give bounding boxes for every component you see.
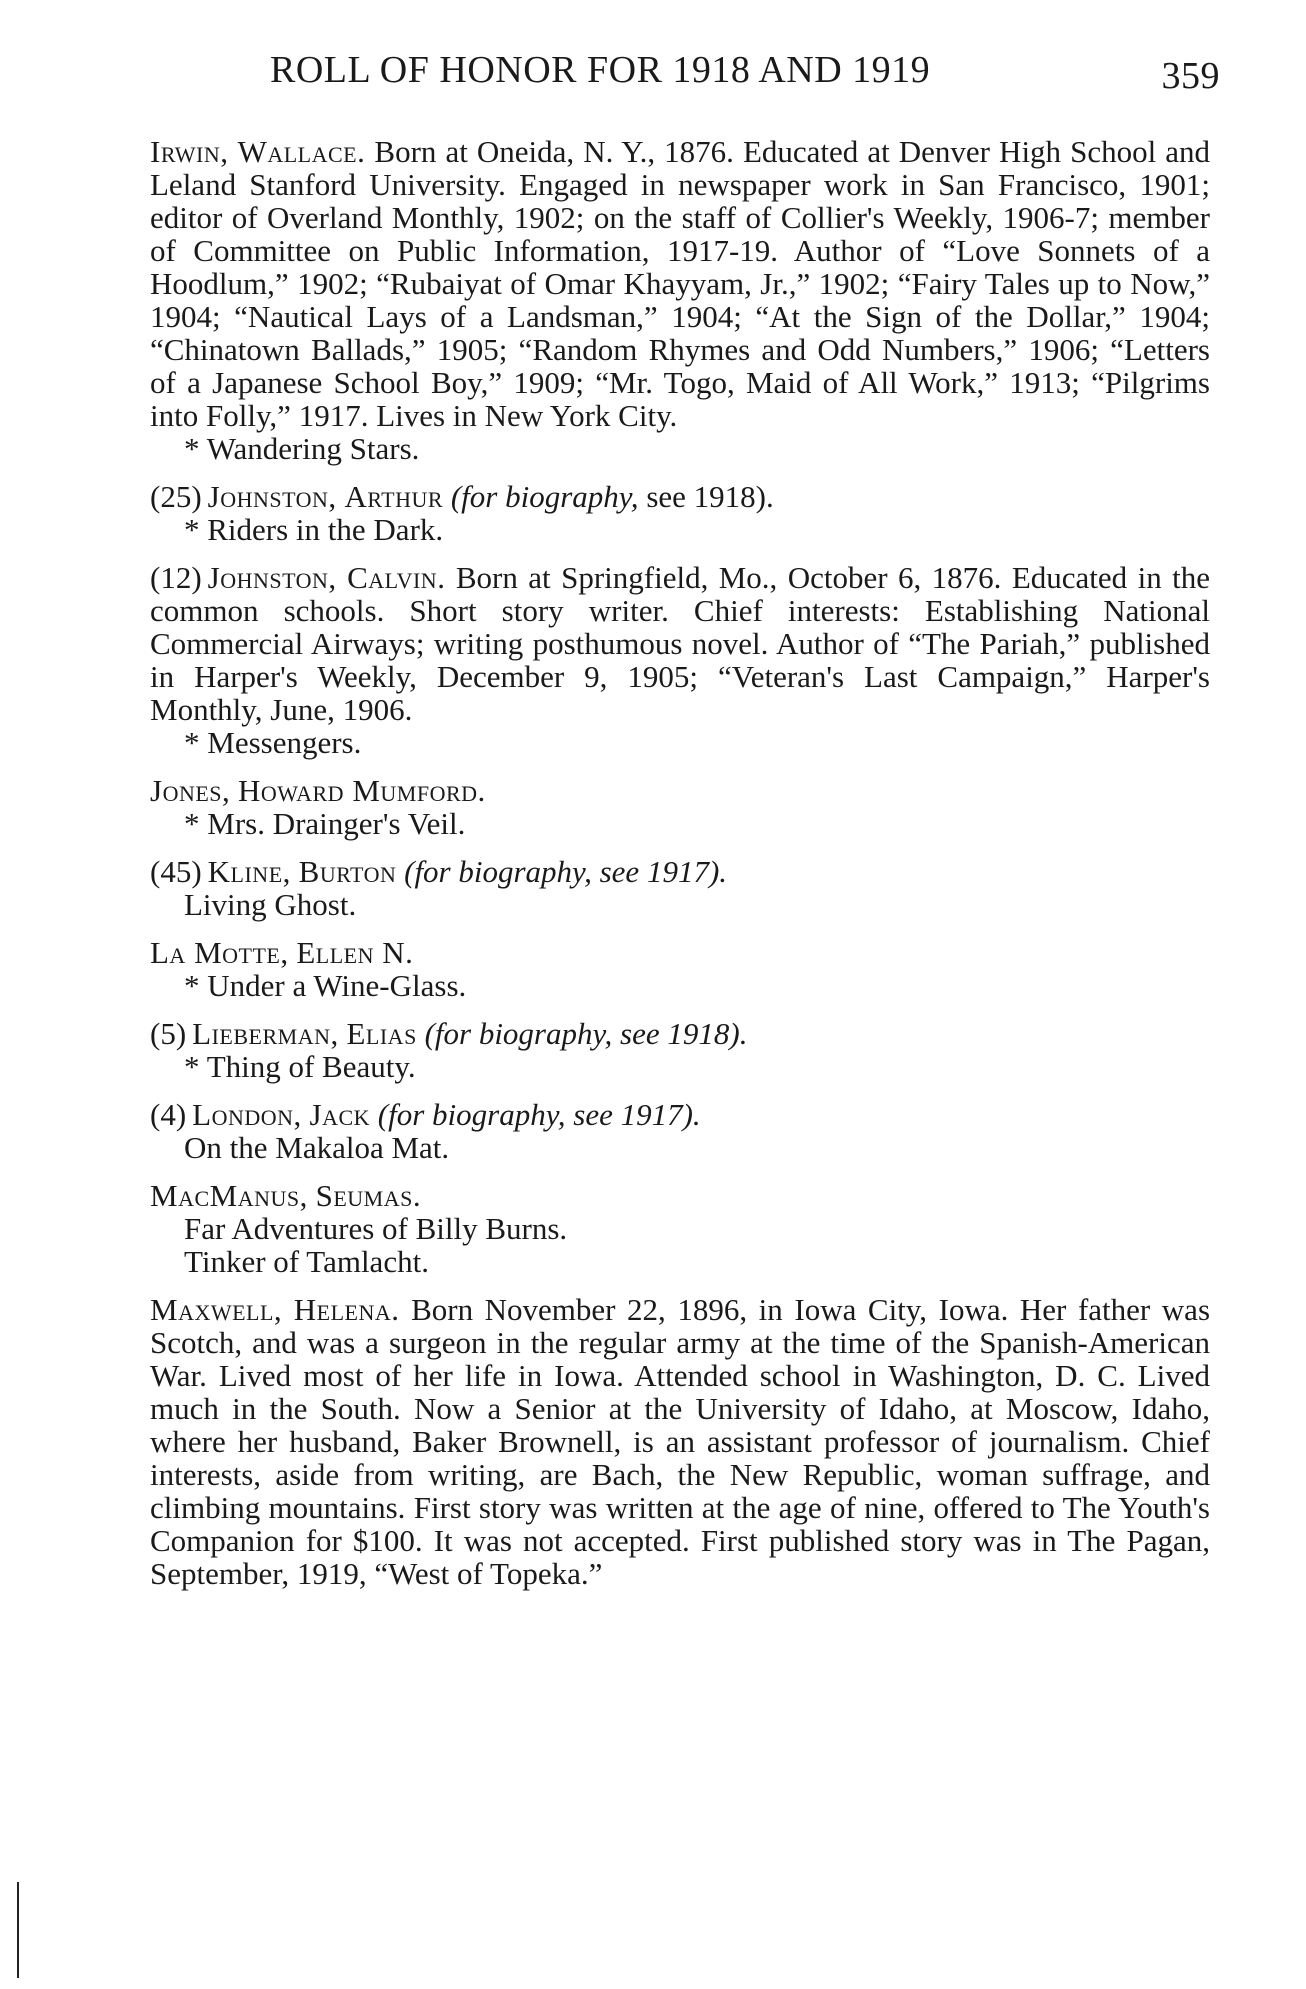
author-given-name: Calvin. [347,560,446,595]
author-surname: Irwin, [150,134,229,169]
story-title: * Wandering Stars. [184,431,420,466]
story-count: (12) [150,560,202,595]
entry-paragraph [150,135,1210,432]
entry-paragraph [150,1098,1210,1131]
running-head [270,48,1220,108]
story-title: On the Makaloa Mat. [184,1130,450,1165]
author-entry [150,855,1210,921]
story-title: Far Adventures of Billy Burns. [184,1211,568,1246]
author-given-name: Helena. [293,1292,400,1327]
story-title: * Mrs. Drainger's Veil. [184,806,466,841]
author-surname: Lieberman, [192,1016,339,1051]
author-surname: Maxwell, [150,1292,283,1327]
author-biography: Born at Springfield, Mo., October 6, 1876. Educated in the common schools. Short story writer. Chief interests: Establishing National Commercial Airways; writing posthumous novel. Author of “The Pariah,” published in Harper's Weekly, December 9, 1905; “Veteran's Last Campaign,” Harper's Monthly, June, 1906. [150,560,1210,727]
author-given-name: Arthur [344,479,444,514]
author-given-name: Howard Mumford. [238,773,486,808]
entry-paragraph [150,561,1210,726]
author-surname: London, [192,1097,302,1132]
biography-reference: (for biography, see [424,1016,660,1051]
author-entry [150,774,1210,840]
story-title: Tinker of Tamlacht. [184,1244,429,1279]
author-surname: MacManus, [150,1178,308,1213]
story-title: Living Ghost. [184,887,357,922]
entry-paragraph [150,480,1210,513]
author-given-name: Ellen N. [296,935,414,970]
entry-paragraph [150,1179,1210,1212]
author-entry [150,1179,1210,1278]
running-title: ROLL OF HONOR FOR 1918 AND 1919 [270,49,931,91]
story-title: * Messengers. [184,725,362,760]
story-count: (4) [150,1097,187,1132]
author-surname: Jones, [150,773,231,808]
biography-reference-year: 1918). [667,1016,748,1051]
story-count: (5) [150,1016,187,1051]
entry-paragraph [150,1017,1210,1050]
entry-paragraph [150,1293,1210,1590]
entry-paragraph [150,774,1210,807]
story-title: * Riders in the Dark. [184,512,444,547]
entry-paragraph [150,936,1210,969]
biography-reference: (for biography, [450,479,639,514]
author-surname: La Motte, [150,935,289,970]
author-entry [150,1293,1210,1590]
author-surname: Johnston, [207,560,337,595]
author-given-name: Elias [346,1016,417,1051]
author-given-name: Seumas. [315,1178,422,1213]
story-title: * Under a Wine-Glass. [184,968,467,1003]
story-title: * Thing of Beauty. [184,1049,416,1084]
author-entry [150,561,1210,759]
author-given-name: Jack [309,1097,371,1132]
page-number: 359 [1161,55,1220,97]
author-entry [150,135,1210,465]
author-given-name: Burton [298,854,397,889]
author-surname: Johnston, [207,479,337,514]
biography-reference: (for biography, see [404,854,640,889]
biography-reference: (for biography, see [377,1097,613,1132]
author-given-name: Wallace. [237,134,366,169]
entry-paragraph [150,855,1210,888]
author-entry [150,1017,1210,1083]
story-count: (45) [150,854,202,889]
author-biography: Born at Oneida, N. Y., 1876. Educated at Denver High School and Leland Stanford University. Engaged in newspaper work in San Francisco, 1901; editor of Overland Monthly, 1902; on the staff of Collier's Weekly, 1906-7; member of Committee on Public Information, 1917-19. Author of “Love Sonnets of a Hoodlum,” 1902; “Rubaiyat of Omar Khayyam, Jr.,” 1902; “Fairy Tales up to Now,” 1904; “Nautical Lays of a Landsman,” 1904; “At the Sign of the Dollar,” 1904; “Chinatown Ballads,” 1905; “Random Rhymes and Odd Numbers,” 1906; “Letters of a Japanese School Boy,” 1909; “Mr. Togo, Maid of All Work,” 1913; “Pilgrims into Folly,” 1917. Lives in New York City. [150,134,1211,433]
story-count: (25) [150,479,202,514]
author-surname: Kline, [207,854,291,889]
roll-of-honor-list [150,135,1210,1605]
biography-reference-year: see 1918). [646,479,774,514]
margin-rule [17,1882,19,1978]
author-entry [150,936,1210,1002]
author-biography: Born November 22, 1896, in Iowa City, Iowa. Her father was Scotch, and was a surgeon in the regular army at the time of the Spanish-American War. Lived most of her life in Iowa. Attended school in Washington, D. C. Lived much in the South. Now a Senior at the University of Idaho, at Moscow, Idaho, where her husband, Baker Brownell, is an assistant professor of journalism. Chief interests, aside from writing, are Bach, the New Republic, woman suffrage, and climbing mountains. First story was written at the age of nine, offered to The Youth's Companion for $100. It was not accepted. First published story was in The Pagan, September, 1919, “West of Topeka.” [150,1292,1211,1591]
author-entry [150,480,1210,546]
biography-reference-year: 1917). [646,854,728,889]
author-entry [150,1098,1210,1164]
biography-reference-year: 1917). [620,1097,701,1132]
